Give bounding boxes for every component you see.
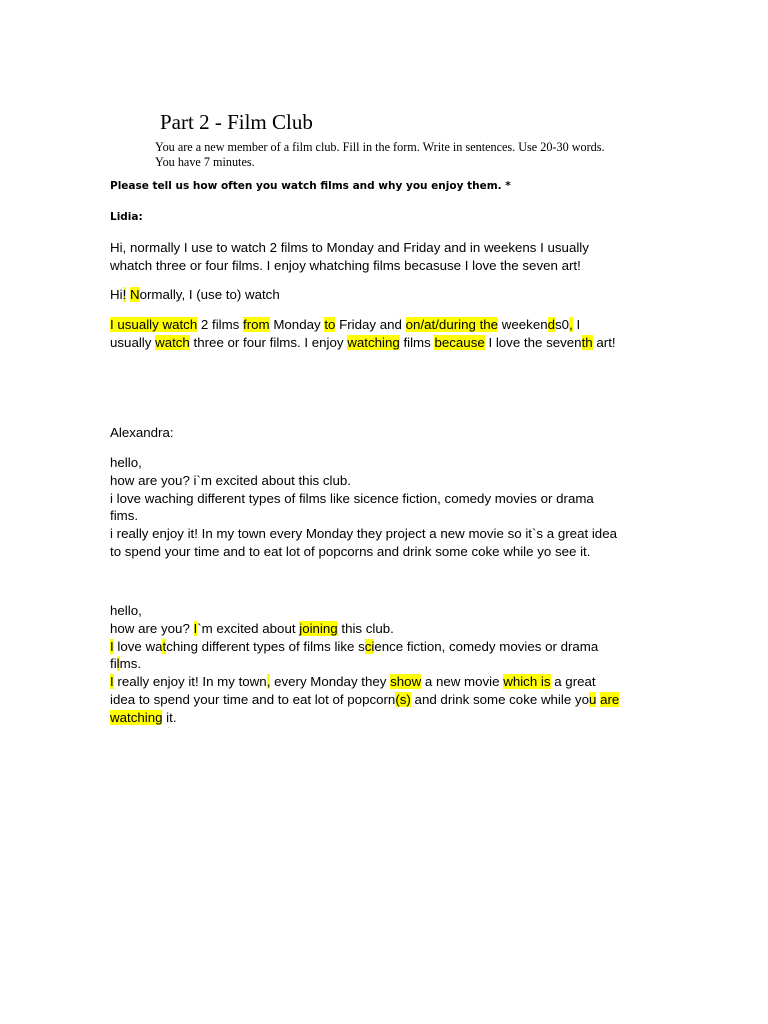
highlighted-correction: u bbox=[588, 692, 597, 707]
highlighted-correction: ci bbox=[364, 639, 375, 654]
lidia-correction-line-3 bbox=[110, 334, 616, 352]
text-segment: Monday bbox=[269, 317, 325, 332]
highlighted-correction: watching bbox=[110, 710, 163, 725]
highlighted-correction: because bbox=[434, 335, 485, 350]
text-segment: love wa bbox=[113, 639, 163, 654]
text-segment: usually bbox=[110, 335, 156, 350]
alexandra-correction-line-3 bbox=[110, 638, 598, 656]
lidia-correction-line-2 bbox=[110, 316, 580, 334]
text-segment: idea to spend your time and to eat lot of popcorn bbox=[110, 692, 396, 707]
question-text: Please tell us how often you watch films and why you enjoy them. * bbox=[110, 180, 511, 192]
text-segment: art! bbox=[592, 335, 616, 350]
alexandra-original-line-3: i love waching different types of films like sicence fiction, comedy movies or drama bbox=[110, 491, 594, 506]
text-segment: Hi bbox=[110, 287, 123, 302]
highlighted-correction: which is bbox=[503, 674, 551, 689]
lidia-name-label: Lidia: bbox=[110, 211, 143, 223]
highlighted-correction: th bbox=[581, 335, 593, 350]
highlighted-correction: , bbox=[569, 317, 573, 332]
highlighted-correction: joining bbox=[299, 621, 338, 636]
alexandra-original-line-1: hello, bbox=[110, 455, 142, 470]
alexandra-correction-line-4 bbox=[110, 655, 141, 673]
highlighted-correction: I bbox=[110, 639, 114, 654]
highlighted-correction: ! bbox=[122, 287, 127, 302]
highlighted-correction: d bbox=[547, 317, 556, 332]
text-segment: a new movie bbox=[421, 674, 504, 689]
alexandra-correction-line-6 bbox=[110, 691, 619, 709]
text-segment: and drink some coke while yo bbox=[410, 692, 589, 707]
text-segment: how are you? bbox=[110, 621, 194, 636]
text-segment: it. bbox=[162, 710, 177, 725]
alexandra-correction-line-7 bbox=[110, 709, 177, 727]
text-segment: I love the seven bbox=[484, 335, 582, 350]
text-segment: this club. bbox=[337, 621, 394, 636]
text-segment: films bbox=[399, 335, 435, 350]
text-segment: weeken bbox=[498, 317, 548, 332]
alexandra-correction-line-5 bbox=[110, 673, 596, 691]
text-segment: a great bbox=[550, 674, 596, 689]
alexandra-correction-line-1 bbox=[110, 602, 142, 620]
instructions-line-2: You have 7 minutes. bbox=[155, 155, 255, 169]
text-segment: really enjoy it! In my town bbox=[113, 674, 267, 689]
text-segment: ormally, I (use to) watch bbox=[139, 287, 280, 302]
text-segment: ence fiction, comedy movies or drama bbox=[374, 639, 599, 654]
alexandra-original-line-6: to spend your time and to eat lot of popcorns and drink some coke while yo see it. bbox=[110, 544, 591, 559]
instructions-line-1: You are a new member of a film club. Fill in the form. Write in sentences. Use 20-30 words. bbox=[155, 140, 605, 154]
text-segment: ms. bbox=[119, 656, 142, 671]
text-segment: hello, bbox=[110, 603, 142, 618]
highlighted-correction: l bbox=[116, 656, 120, 671]
lidia-correction-line-1 bbox=[110, 286, 280, 304]
highlighted-correction: watching bbox=[347, 335, 400, 350]
text-segment: ching different types of films like s bbox=[166, 639, 365, 654]
highlighted-correction: to bbox=[324, 317, 336, 332]
text-segment: s0 bbox=[555, 317, 570, 332]
highlighted-correction: show bbox=[390, 674, 422, 689]
lidia-original-line-1: Hi, normally I use to watch 2 films to Monday and Friday and in weekens I usually bbox=[110, 240, 589, 255]
text-segment: fi bbox=[110, 656, 117, 671]
highlighted-correction: (s) bbox=[395, 692, 411, 707]
highlighted-correction: are bbox=[600, 692, 620, 707]
alexandra-name-label: Alexandra: bbox=[110, 425, 174, 440]
highlighted-correction: t bbox=[162, 639, 167, 654]
text-segment: `m excited about bbox=[197, 621, 300, 636]
text-segment: Friday and bbox=[335, 317, 406, 332]
highlighted-correction: watch bbox=[155, 335, 190, 350]
page-title: Part 2 - Film Club bbox=[160, 110, 313, 134]
text-segment: 2 films bbox=[197, 317, 244, 332]
alexandra-correction-line-2 bbox=[110, 620, 394, 638]
alexandra-original-line-4: fims. bbox=[110, 508, 139, 523]
highlighted-correction: on/at/during the bbox=[405, 317, 499, 332]
highlighted-correction: N bbox=[129, 287, 140, 302]
text-segment: every Monday they bbox=[270, 674, 391, 689]
alexandra-original-line-2: how are you? i`m excited about this club. bbox=[110, 473, 351, 488]
highlighted-correction: I bbox=[193, 621, 198, 636]
highlighted-correction: I bbox=[110, 674, 114, 689]
highlighted-correction: I usually watch bbox=[110, 317, 198, 332]
lidia-original-line-2: whatch three or four films. I enjoy whatching films becasuse I love the seven art! bbox=[110, 258, 581, 273]
text-segment: I bbox=[572, 317, 581, 332]
highlighted-correction: from bbox=[243, 317, 270, 332]
highlighted-correction: , bbox=[266, 674, 271, 689]
alexandra-original-line-5: i really enjoy it! In my town every Monday they project a new movie so it`s a great idea bbox=[110, 526, 617, 541]
text-segment: three or four films. I enjoy bbox=[189, 335, 348, 350]
